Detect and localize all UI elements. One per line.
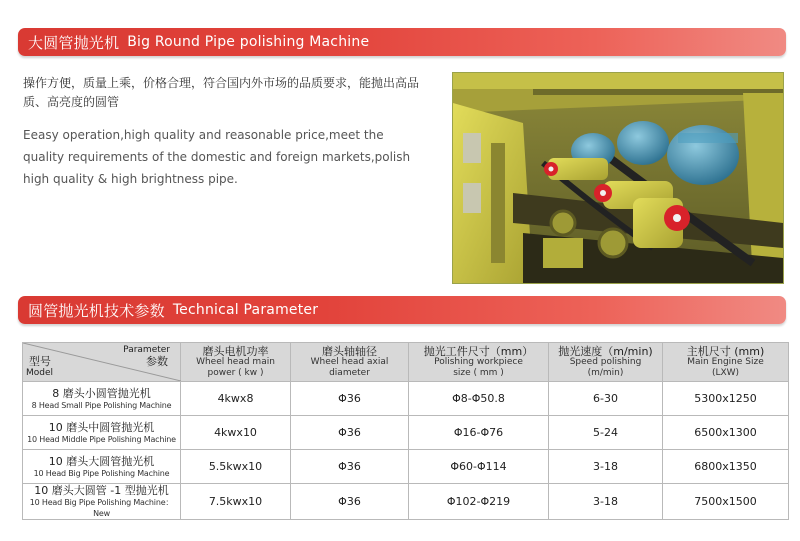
engine-size-cell: 7500x1500: [663, 484, 789, 520]
power-cell: 4kwx8: [181, 382, 291, 416]
speed-cell: 5-24: [549, 416, 663, 450]
speed-cell: 3-18: [549, 450, 663, 484]
table-row: [23, 382, 789, 416]
speed-cell: 6-30: [549, 382, 663, 416]
corner-model-en: Model: [26, 368, 54, 378]
axial-cell: Φ36: [291, 382, 409, 416]
engine-size-cell: 6500x1300: [663, 416, 789, 450]
corner-parameter-cn: 参数: [146, 355, 168, 368]
engine-size-cell: 5300x1250: [663, 382, 789, 416]
size-cell: Φ60-Φ114: [409, 450, 549, 484]
model-cell: 10 磨头大圆管 -1 型抛光机 10 Head Big Pipe Polishing Machine：New: [23, 484, 181, 520]
table-row: [23, 450, 789, 484]
size-cell: Φ8-Φ50.8: [409, 382, 549, 416]
axial-cell: Φ36: [291, 416, 409, 450]
column-header: 抛光速度（m/min) Speed polishing (m/min): [549, 343, 663, 382]
section-banner-product: [18, 28, 786, 56]
technical-parameter-table: [22, 342, 789, 520]
speed-cell: 3-18: [549, 484, 663, 520]
axial-cell: Φ36: [291, 484, 409, 520]
column-header: 磨头电机功率 Wheel head main power ( kw ): [181, 343, 291, 382]
column-header: 磨头轴轴径 Wheel head axial diameter: [291, 343, 409, 382]
product-description-en: Eeasy operation,high quality and reasonable price,meet the quality requirements of the domestic and foreign markets,polish high quality & high brightness pipe.: [23, 128, 411, 186]
model-cell: 10 磨头中圆管抛光机 10 Head Middle Pipe Polishing Machine: [23, 416, 181, 450]
axial-cell: Φ36: [291, 450, 409, 484]
machine-photo: [452, 72, 784, 284]
table-corner-cell: [23, 343, 181, 382]
power-cell: 4kwx10: [181, 416, 291, 450]
power-cell: 5.5kwx10: [181, 450, 291, 484]
size-cell: Φ16-Φ76: [409, 416, 549, 450]
section-banner-parameters: [18, 296, 786, 324]
engine-size-cell: 6800x1350: [663, 450, 789, 484]
table-row: [23, 416, 789, 450]
corner-parameter-en: Parameter: [123, 345, 170, 355]
model-cell: 8 磨头小圆管抛光机 8 Head Small Pipe Polishing Machine: [23, 382, 181, 416]
power-cell: 7.5kwx10: [181, 484, 291, 520]
product-description-cn: 操作方便，质量上乘，价格合理，符合国内外市场的品质要求，能抛出高品质、高亮度的圆管: [23, 76, 420, 109]
table-row: [23, 484, 789, 520]
banner-title-cn: 大圆管抛光机: [28, 33, 120, 52]
banner-title-en: Technical Parameter: [172, 302, 319, 318]
banner-title-en: Big Round Pipe polishing Machine: [127, 34, 370, 50]
table-header-row: [23, 343, 789, 382]
banner-title-cn: 圆管抛光机技术参数: [28, 301, 165, 320]
corner-model-cn: 型号: [29, 355, 51, 368]
size-cell: Φ102-Φ219: [409, 484, 549, 520]
model-cell: 10 磨头大圆管抛光机 10 Head Big Pipe Polishing Machine: [23, 450, 181, 484]
column-header: 抛光工件尺寸（mm） Polishing workpiece size ( mm ): [409, 343, 549, 382]
column-header: 主机尺寸 (mm) Main Engine Size (LXW): [663, 343, 789, 382]
